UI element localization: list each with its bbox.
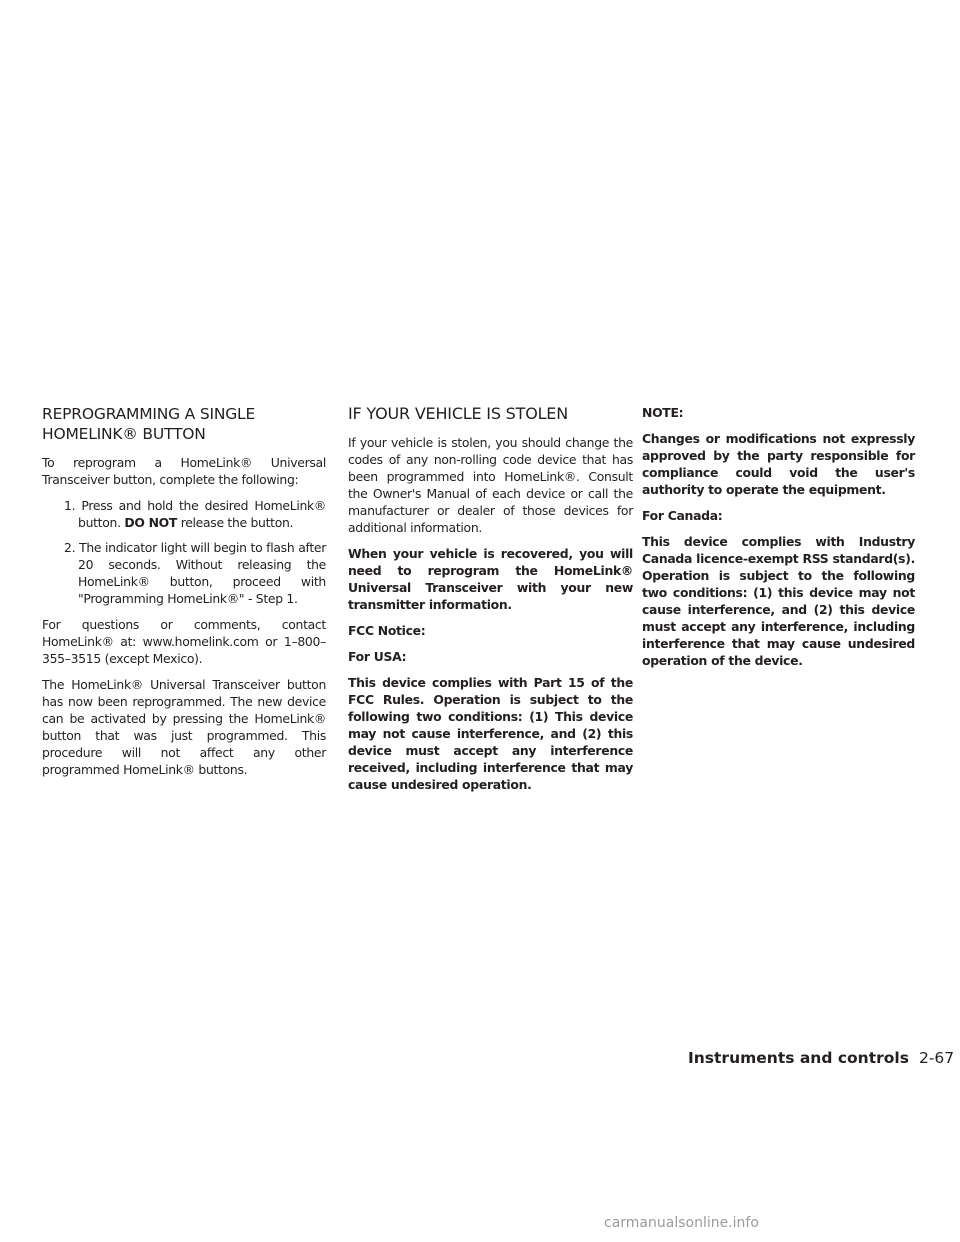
step-text: The indicator light will begin to flash after 20 seconds. Without releasing the HomeLink® button, proceed with "Programming HomeLink®" - Step 1.	[78, 540, 327, 606]
step-number: 1.	[64, 498, 76, 513]
step-text-after: release the button.	[180, 515, 294, 530]
step-item	[42, 539, 326, 607]
page-number: 2-67	[918, 1049, 955, 1067]
step-text: Press and hold the desired HomeLink® button.	[78, 498, 326, 530]
column-middle	[348, 404, 633, 802]
note-text: Changes or modifications not expressly approved by the party responsible for compliance could void the user's authority to operate the equipment.	[642, 431, 915, 497]
recovered-paragraph: When your vehicle is recovered, you will need to reprogram the HomeLink® Universal Transceiver with your new transmitter information.	[348, 546, 633, 612]
step-emphasis: DO NOT	[124, 515, 178, 530]
column-left	[42, 404, 326, 787]
intro-paragraph: To reprogram a HomeLink® Universal Transceiver button, complete the following:	[42, 455, 326, 487]
watermark: carmanualsonline.info	[604, 1215, 759, 1231]
contact-paragraph: For questions or comments, contact HomeLink® at: www.homelink.com or 1–800–355–3515 (except Mexico).	[42, 617, 326, 666]
step-number: 2.	[64, 540, 76, 555]
fcc-notice-label: FCC Notice:	[348, 623, 426, 638]
for-usa-label: For USA:	[348, 649, 407, 664]
for-canada-label: For Canada:	[642, 508, 723, 523]
heading-line-1: REPROGRAMMING A SINGLE	[42, 405, 256, 423]
steps-list	[42, 497, 326, 607]
usa-compliance-text: This device complies with Part 15 of the FCC Rules. Operation is subject to the following two conditions: (1) This device may not cause interference, and (2) this device must accept any interference received, including interference that may cause undesired operation.	[348, 675, 633, 792]
page-footer	[688, 1048, 955, 1068]
canada-compliance-text: This device complies with Industry Canada licence-exempt RSS standard(s). Operation is subject to the following two conditions: (1) this device may not cause interference, and (2) this device must accept any interference, including interference that may cause undesired operation of the device.	[642, 534, 915, 668]
heading-line-2: HOMELINK® BUTTON	[42, 425, 206, 443]
reprogrammed-paragraph: The HomeLink® Universal Transceiver button has now been reprogrammed. The new device can be activated by pressing the HomeLink® button that was just programmed. This procedure will not affect any other programmed HomeLink® buttons.	[42, 677, 326, 777]
step-item	[42, 497, 326, 531]
section-heading-stolen: IF YOUR VEHICLE IS STOLEN	[348, 404, 568, 423]
column-right	[642, 404, 915, 678]
footer-section-title: Instruments and controls	[688, 1049, 909, 1067]
stolen-paragraph: If your vehicle is stolen, you should change the codes of any non-rolling code device that has been programmed into HomeLink®. Consult the Owner's Manual of each device or call the manufacturer or dealer of those devices for additional information.	[348, 435, 633, 535]
section-heading-reprogramming	[42, 404, 326, 444]
note-label: NOTE:	[642, 405, 684, 420]
